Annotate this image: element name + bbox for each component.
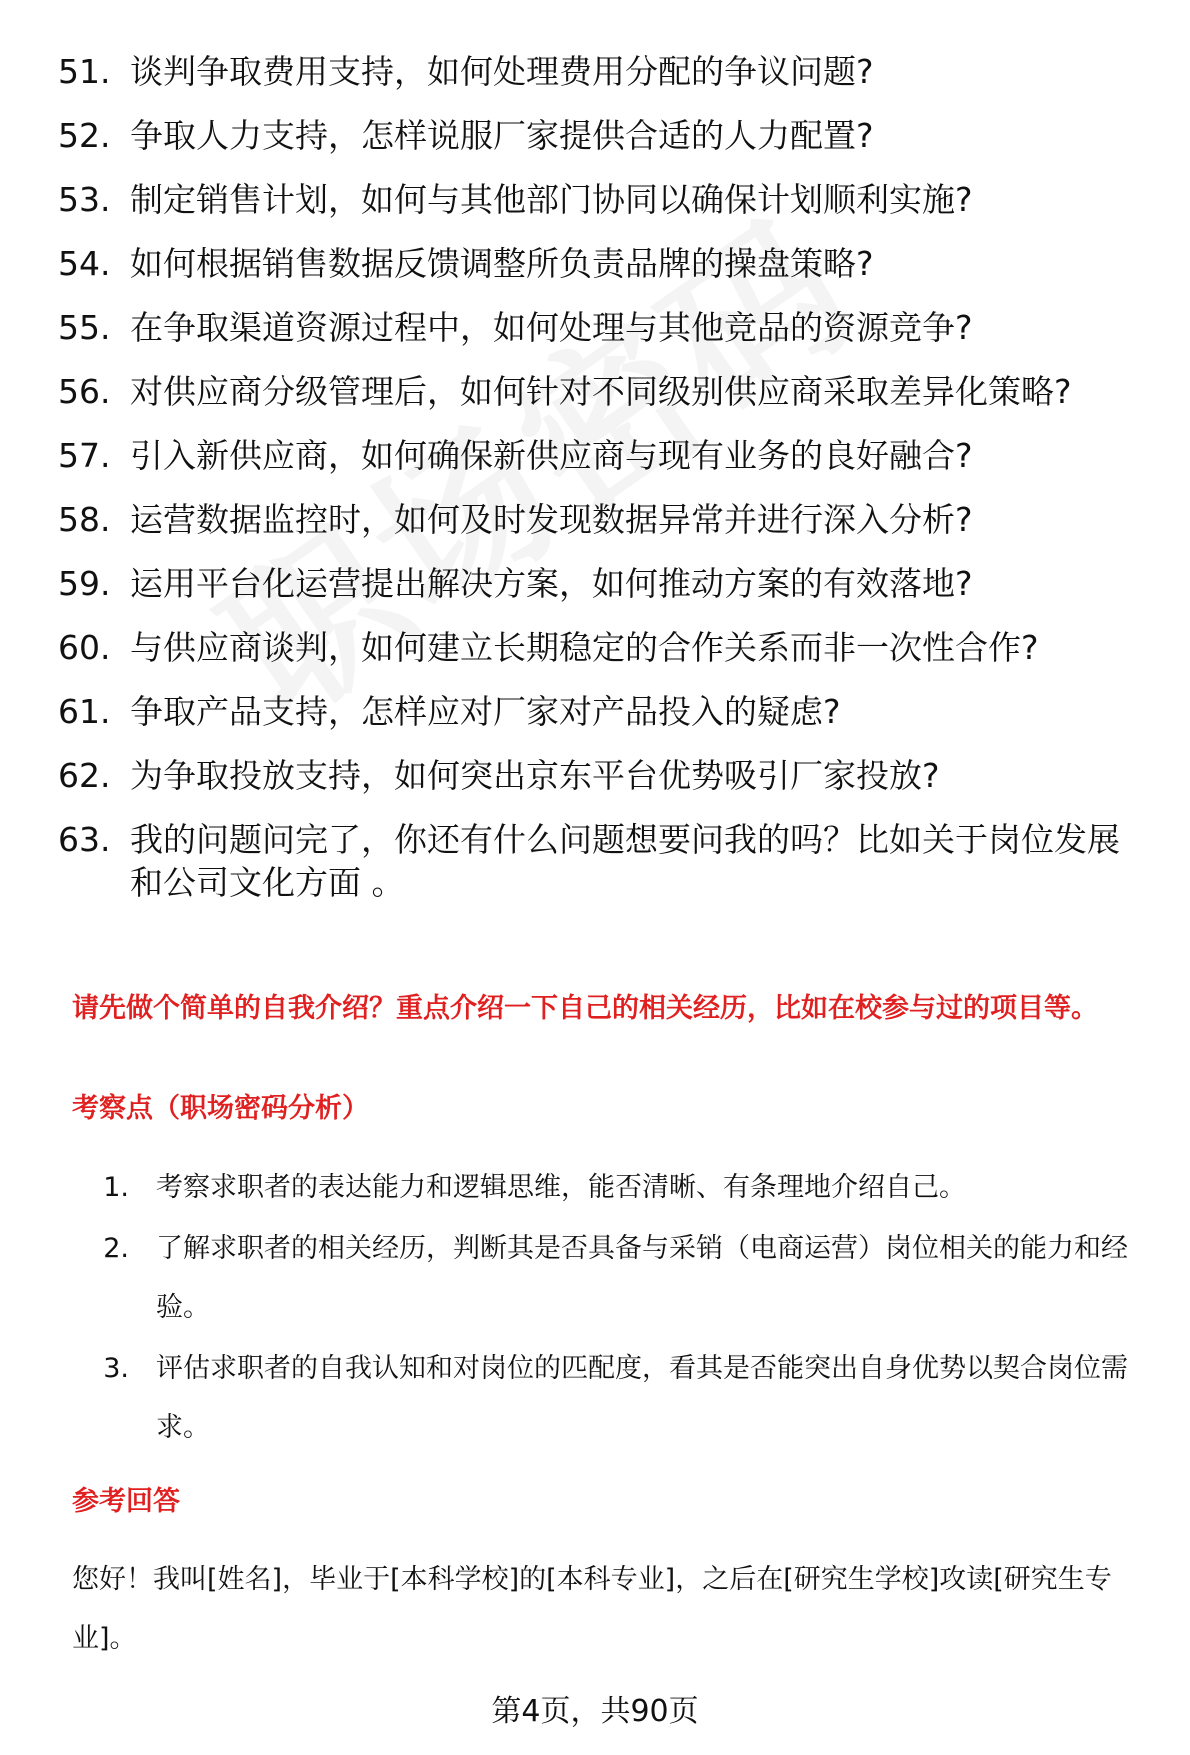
question-number: 53. [58,180,111,219]
analysis-text: 评估求职者的自我认知和对岗位的匹配度，看其是否能突出自身优势以契合岗位需求。 [156,1353,1128,1443]
question-text: 运用平台化运营提出解决方案，如何推动方案的有效落地? [130,564,973,603]
analysis-item [72,1158,1162,1217]
analysis-item [72,1339,1162,1457]
question-item [58,498,1148,541]
question-number: 63. [58,820,111,859]
question-item [58,818,1148,904]
question-text: 谈判争取费用支持，如何处理费用分配的争议问题? [130,52,874,91]
question-item [58,690,1148,733]
question-list [58,50,1148,925]
question-item [58,178,1148,221]
analysis-text: 考察求职者的表达能力和逻辑思维，能否清晰、有条理地介绍自己。 [156,1172,966,1203]
answer-paragraph: 您好！我叫[姓名]，毕业于[本科学校]的[本科专业]，之后在[研究生学校]攻读[研究生专业]。 [72,1564,1112,1654]
page-footer: 第4页，共90页 [491,1694,699,1729]
question-text: 争取产品支持，怎样应对厂家对产品投入的疑虑? [130,692,841,731]
answer-heading: 参考回答 [72,1486,180,1517]
question-text: 我的问题问完了，你还有什么问题想要问我的吗？比如关于岗位发展和公司文化方面 。 [130,820,1120,902]
question-item [58,434,1148,477]
question-number: 60. [58,628,111,667]
question-text: 引入新供应商，如何确保新供应商与现有业务的良好融合? [130,436,973,475]
question-text: 为争取投放支持，如何突出京东平台优势吸引厂家投放? [130,756,940,795]
question-number: 56. [58,372,111,411]
question-number: 61. [58,692,111,731]
analysis-heading: 考察点（职场密码分析） [72,1093,369,1124]
question-item [58,242,1148,285]
question-number: 59. [58,564,111,603]
question-number: 58. [58,500,111,539]
analysis-list [72,1158,1162,1459]
question-item [58,754,1148,797]
question-text: 争取人力支持，怎样说服厂家提供合适的人力配置? [130,116,874,155]
question-number: 52. [58,116,111,155]
question-item [58,306,1148,349]
question-heading: 请先做个简单的自我介绍？重点介绍一下自己的相关经历，比如在校参与过的项目等。 [72,993,1098,1024]
question-text: 制定销售计划，如何与其他部门协同以确保计划顺利实施? [130,180,973,219]
question-text: 对供应商分级管理后，如何针对不同级别供应商采取差异化策略? [130,372,1072,411]
question-item [58,562,1148,605]
question-number: 55. [58,308,111,347]
question-text: 运营数据监控时，如何及时发现数据异常并进行深入分析? [130,500,973,539]
analysis-number: 2. [103,1233,129,1264]
question-number: 51. [58,52,111,91]
question-number: 57. [58,436,111,475]
analysis-number: 3. [103,1353,129,1384]
question-text: 在争取渠道资源过程中，如何处理与其他竞品的资源竞争? [130,308,973,347]
question-item [58,114,1148,157]
question-item [58,626,1148,669]
question-text: 与供应商谈判，如何建立长期稳定的合作关系而非一次性合作? [130,628,1039,667]
question-number: 54. [58,244,111,283]
analysis-number: 1. [103,1172,129,1203]
question-item [58,370,1148,413]
question-text: 如何根据销售数据反馈调整所负责品牌的操盘策略? [130,244,874,283]
question-item [58,50,1148,93]
question-number: 62. [58,756,111,795]
analysis-text: 了解求职者的相关经历，判断其是否具备与采销（电商运营）岗位相关的能力和经验。 [156,1233,1128,1323]
analysis-item [72,1219,1162,1337]
